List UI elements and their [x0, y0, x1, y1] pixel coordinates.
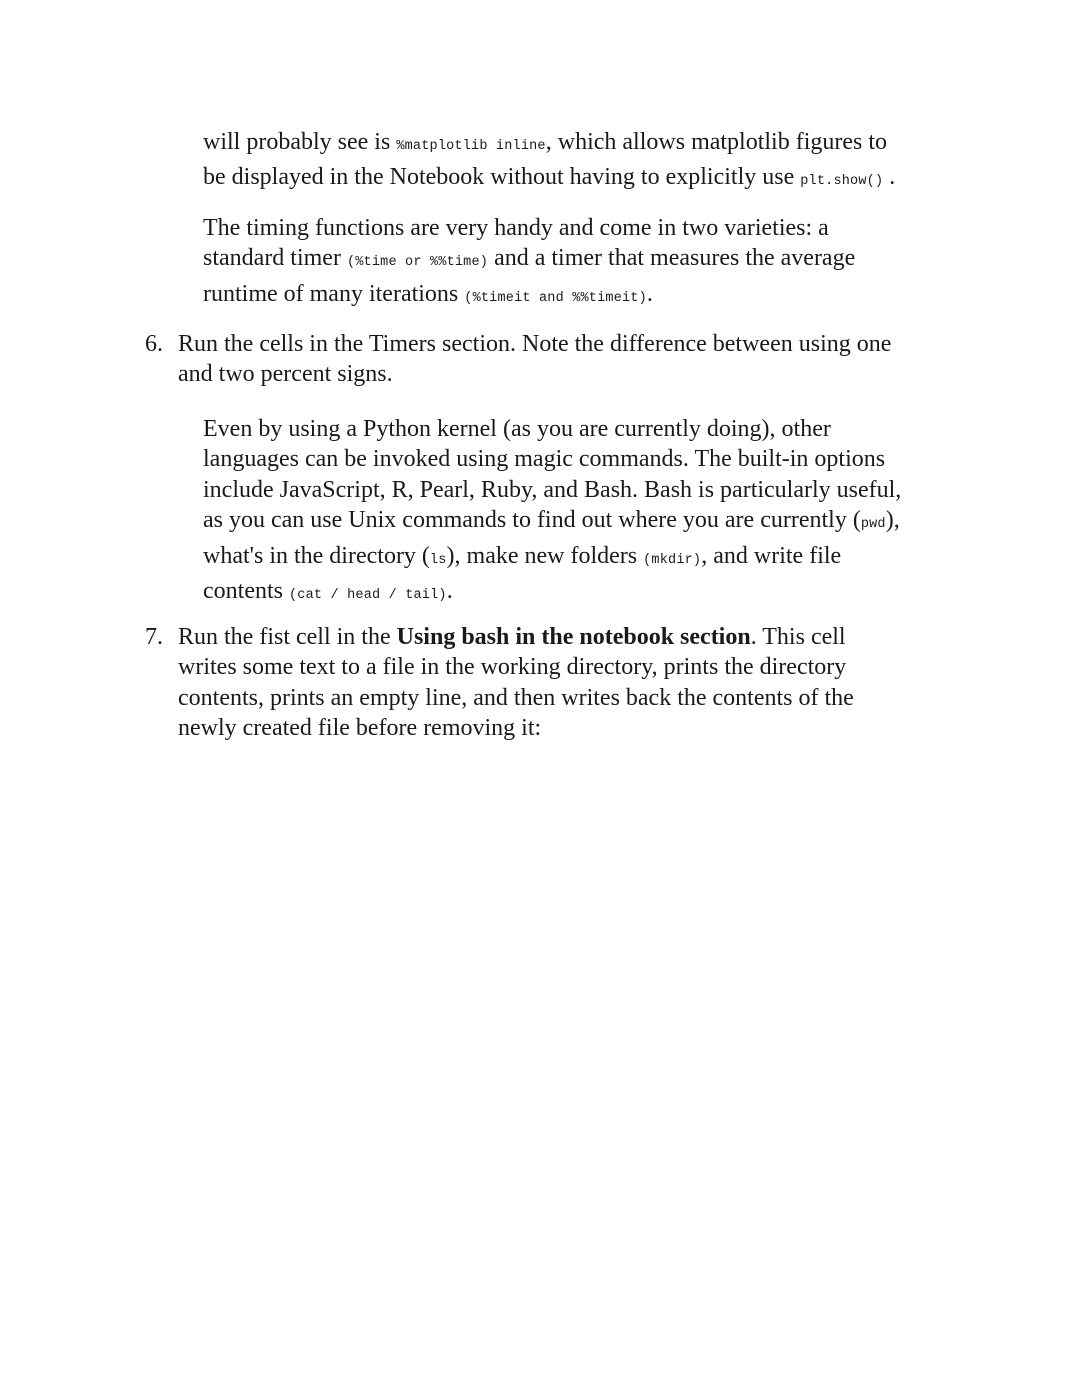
text: will probably see is — [203, 129, 397, 155]
step-number-6: 6. — [145, 331, 163, 357]
code-matplotlib-inline: %matplotlib inline — [396, 139, 546, 154]
code-ls: ls — [429, 552, 447, 568]
paragraph-magic-languages — [203, 414, 963, 611]
paragraph-magic-inline — [203, 127, 963, 198]
text: writes some text to a file in the working directory, prints the directory — [178, 654, 847, 681]
text: ), make new folders — [446, 542, 644, 569]
section-name-bold: Using bash in the notebook section — [396, 624, 751, 650]
text: , and write file — [701, 542, 842, 569]
text: ), — [885, 507, 900, 534]
text: runtime of many iterations — [203, 280, 465, 307]
text: as you can use Unix commands to find out where you are currently ( — [203, 507, 861, 534]
code-plt-show: plt.show() — [800, 174, 884, 190]
step-7-text — [178, 622, 968, 744]
text: and two percent signs. — [178, 361, 393, 388]
text: . — [646, 280, 653, 307]
text: what's in the directory ( — [203, 542, 430, 569]
code-timeit: (%timeit and %%timeit) — [464, 290, 647, 306]
text: be displayed in the Notebook without having to explicitly use — [203, 164, 801, 191]
paragraph-timing-functions — [203, 213, 963, 314]
text: . — [883, 164, 896, 191]
text: include JavaScript, R, Pearl, Ruby, and Bash. Bash is particularly useful, — [203, 476, 902, 503]
text: languages can be invoked using magic commands. The built-in options — [203, 446, 886, 473]
text: The timing functions are very handy and come in two varieties: a — [203, 215, 829, 241]
text: . — [446, 578, 453, 605]
code-cat-head-tail: (cat / head / tail) — [288, 588, 447, 604]
text: standard timer — [203, 245, 347, 272]
step-number-7: 7. — [145, 624, 163, 650]
code-mkdir: (mkdir) — [643, 552, 702, 568]
text: Run the fist cell in the — [178, 624, 397, 650]
text: contents, prints an empty line, and then writes back the contents of the — [178, 684, 854, 711]
step-6-text — [178, 329, 968, 390]
code-time: (%time or %%time) — [346, 255, 489, 271]
text: newly created file before removing it: — [178, 715, 542, 742]
text: contents — [203, 578, 289, 605]
text: Run the cells in the Timers section. Note the difference between using one — [178, 331, 892, 357]
text: and a timer that measures the average — [488, 245, 856, 272]
text: Even by using a Python kernel (as you are currently doing), other — [203, 416, 831, 442]
text: . This cell — [750, 624, 846, 650]
text: , which allows matplotlib figures to — [545, 129, 888, 155]
code-pwd: pwd — [860, 517, 886, 533]
